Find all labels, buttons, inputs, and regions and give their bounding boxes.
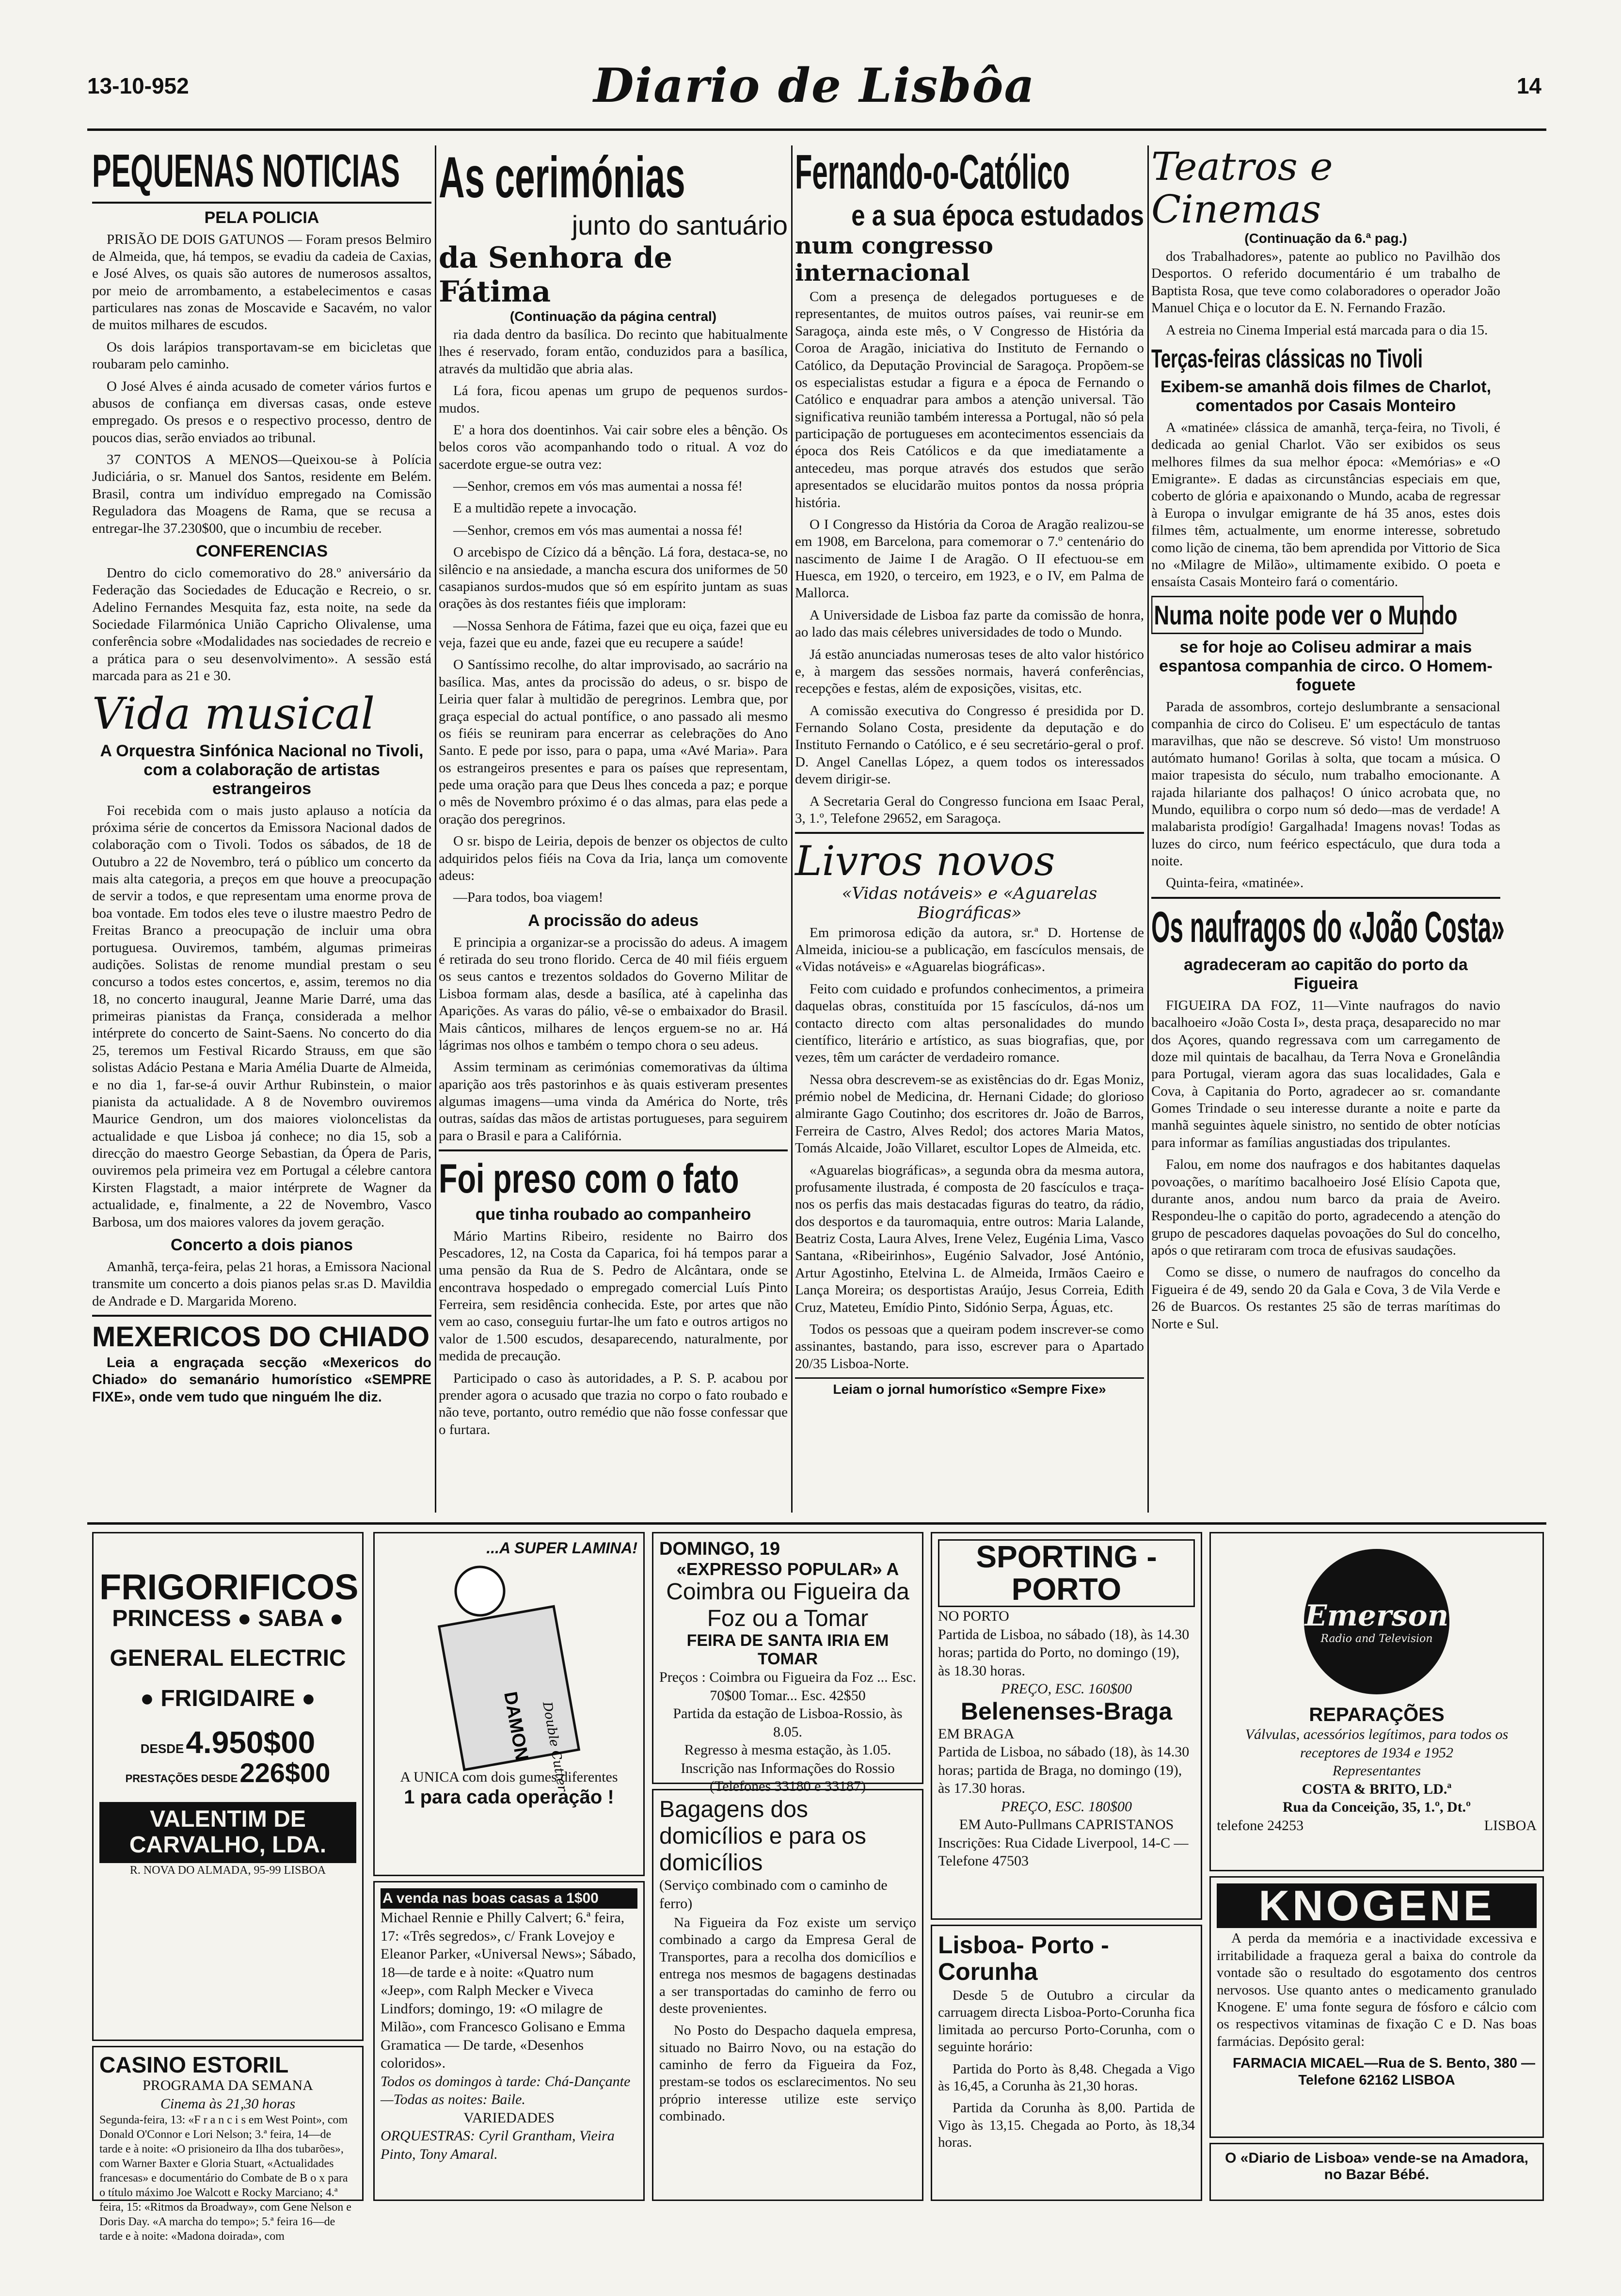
paragraph: A comissão executiva do Congresso é presidida por D. Fernando Solano Costa, presidente da deputação e do Instituto Fernando o Católico, e é seu secretário-geral o prof. D. Angel Canellas López, a quem todos os interessados devem dirigir-se.	[795, 702, 1144, 787]
subheading: A procissão do adeus	[527, 911, 699, 930]
emerson-ad	[1209, 1532, 1544, 1871]
ad-line: PROGRAMA DA SEMANA	[143, 2077, 313, 2094]
paragraph: Em primorosa edição da autora, sr.ª D. Hortense de Almeida, iniciou-se a publicação, em fascículos mensais, de «Vidas notáveis» e «Aguarelas biográficas».	[795, 925, 1144, 975]
ad-title: REPARAÇÕES	[1309, 1704, 1445, 1725]
sporting-porto-ad	[931, 1532, 1202, 1920]
paragraph: —Senhor, cremos em vós mas aumentai a nossa fé!	[453, 522, 743, 538]
lamina-ad	[373, 1532, 645, 1876]
installment-value: 226$00	[239, 1757, 331, 1788]
headline-line: da Senhora de Fátima	[439, 241, 672, 309]
column-fernando-catolico	[795, 145, 1144, 1513]
casino-estoril-ad-cont	[373, 1881, 645, 2201]
ad-line: EM Auto-Pullmans CAPRISTANOS	[959, 1817, 1174, 1833]
divider	[92, 202, 431, 204]
paragraph: dos Trabalhadores», patente ao publico no Pavilhão dos Desportos. O referido documentário é um trabalho de Baptista Rosa, que teve como colaboradores o operador João Manuel Chiça e o locutor da E. N. Fernando Frazão.	[1151, 249, 1500, 316]
masthead	[87, 58, 1542, 116]
headline: Teatros e Cinemas	[1151, 144, 1333, 232]
headline: Numa noite pode ver o Mundo	[1151, 596, 1424, 634]
paragraph: Quinta-feira, «matinée».	[1166, 875, 1304, 891]
ad-title: CASINO ESTORIL	[99, 2052, 289, 2077]
ad-title: Bagagens dos domicílios e para os domicílios	[659, 1797, 866, 1876]
ad-title: SPORTING - PORTO	[938, 1539, 1195, 1607]
headline: Fernando-o-Católico	[795, 145, 1070, 199]
column-teatros-cinemas	[1151, 144, 1505, 1513]
subheading: Exibem-se amanhã dois filmes de Charlot, comentados por Casais Monteiro	[1160, 377, 1492, 415]
paragraph: 37 CONTOS A MENOS—Queixou-se à Polícia Judiciária, o sr. Manuel dos Santos, residente em Belém. Brasil, contra um indivíduo empregado na Comissão Reguladora das Moagens de Rama, que se recusa a entregar-lhe 37.230$00, que o incumbiu de receber.	[92, 452, 431, 536]
column-pequenas-noticias	[92, 145, 431, 1513]
brand-tagline: Radio and Television	[1320, 1632, 1433, 1645]
column-divider	[1147, 145, 1149, 1513]
ad-line: Válvulas, acessórios legítimos, para todos os receptores de 1934 e 1952	[1245, 1726, 1509, 1761]
section-heading: PELA POLICIA	[204, 208, 319, 227]
paragraph: PRISÃO DE DOIS GATUNOS — Foram presos Belmiro de Almeida, que, há tempos, se evadiu da cadeia de Caxias, e José Alves, os quais são autores de numerosos assaltos, por meio de arrombamento, a estabelecimentos e casas particulares nas zonas de Moscavide e Sacavém, no valor de muitos milhares de escudos.	[92, 231, 431, 333]
blade-brand: DAMON	[500, 1690, 532, 1762]
ad-subtitle: (Serviço combinado com o caminho de ferro)	[659, 1877, 888, 1912]
paragraph: Na Figueira da Foz existe um serviço combinado a cargo da Empresa Geral de Transportes, para a recolha dos domicílios e entrega nos mesmos de bagagens destinadas a ser transportadas do caminho de ferro ou deste provenientes.	[659, 1915, 916, 2016]
paragraph: Desde 5 de Outubro a circular da carruagem directa Lisboa-Porto-Corunha fica limitada ao percurso Porto-Corunha, com o seguinte horário:	[938, 1988, 1195, 2055]
headline: Foi preso com o fato	[439, 1156, 739, 1202]
paragraph: O José Alves é ainda acusado de cometer vários furtos e abusos de confiança em diversas casas, onde esteve empregado. Os presos e o respectivo processo, dentro de poucos dias, serão enviados ao tribunal.	[92, 378, 431, 446]
ad-date: DOMINGO, 19	[659, 1539, 780, 1559]
divider	[439, 1149, 788, 1151]
headline: Vida musical	[92, 688, 375, 739]
paragraph: Assim terminam as cerimónias comemorativas da última aparição aos três pastorinhos e às quais estiveram presentes algumas imagens—uma vinda da América do Norte, três outras, saídas das mãos de artistas portugueses, para seguirem para o Brasil e para a Califórnia.	[439, 1059, 788, 1144]
bagagens-ad	[652, 1789, 923, 2201]
headline: PEQUENAS NOTICIAS	[92, 145, 400, 197]
newspaper-title: Diario de Lisbôa	[593, 58, 1035, 113]
paragraph: Partida da Corunha às 8,00. Partida de Vigo às 13,15. Chegada ao Porto, às 18,34 horas.	[938, 2100, 1195, 2150]
paragraph: Nessa obra descrevem-se as existências do dr. Egas Moniz, prémio nobel de Medicina, dr. Hernani Cidade; do glorioso almirante Gago Coutinho; dos escritores dr. João de Barros, Ferreira de Castro, Alves Redol; dos actores Maria Matos, Tomás Alcaide, João Villaret, escultor Lopes de Almeida, etc.	[795, 1071, 1144, 1156]
paragraph: No Posto do Despacho daquela empresa, situado no Bairro Novo, ou na estação do caminho de ferro da Figueira da Foz, prestam-se todos os esclarecimentos. No seu próprio interesse utilize este serviço combinado.	[659, 2023, 916, 2124]
footer-note: Leiam o jornal humorístico «Sempre Fixe»	[795, 1377, 1144, 1397]
knogene-ad	[1209, 1876, 1544, 2138]
ad-event: FEIRA DE SANTA IRIA EM TOMAR	[686, 1631, 889, 1668]
paragraph: Mário Martins Ribeiro, residente no Bairro dos Pescadores, 12, na Costa da Caparica, foi há tempos parar a uma pensão da Rua de S. Pedro de Alcântara, onde se encontrava hospedado o empregado comercial Luís Pinto Ferreira, sem residência conhecida. Este, por artes que não vem ao caso, conseguiu furtar-lhe um fato e outros artigos no valor de 1.500 escudos, desaparecendo, naturalmente, por medida de precaução.	[439, 1228, 788, 1364]
paragraph: A Secretaria Geral do Congresso funciona em Isaac Peral, 3, 1.º, Telefone 29652, em Saragoça.	[795, 793, 1144, 826]
paragraph: Todos os pessoas que a queiram podem inscrever-se como assinantes, bastando, para isso, escrever para o Apartado 20/35 Lisboa-Norte.	[795, 1321, 1144, 1371]
ad-title: KNOGENE	[1217, 1883, 1537, 1928]
paragraph: E principia a organizar-se a procissão do adeus. A imagem é retirada do seu trono florido. Cerca de 40 mil fiéis erguem os seus cantos e trezentos soldados do Governo Militar de Lisboa formam alas, desde a basílica, até à capelinha das Aparições. As varas do pálio, vê-se o embaixador do Brasil. Mais cânticos, milhares de lenços erguem-se no ar. Há lágrimas nos olhos e também o tempo chora o seu adeus.	[439, 934, 788, 1053]
paragraph: Como se disse, o numero de naufragos do concelho da Figueira é de 49, sendo 20 da Gala e Cova, 3 de Vila Verde e 26 de Buarcos. Os restantes 25 são de terras marítimas do Norte e Sul.	[1151, 1264, 1500, 1332]
subheading: Concerto a dois pianos	[171, 1235, 353, 1254]
paragraph: Falou, em nome dos naufragos e dos habitantes daquelas povoações, o marítimo bacalhoeiro José Elísio Capota que, durante anos, andou num barco da praia de Aveiro. Respondeu-lhe o capitão do porto, agradecendo a atenção do grupo de pescadores daquelas povoações do Sul do concelho, após o que retiraram com troca de efusivas saudações.	[1151, 1157, 1500, 1258]
headline-line: e a sua época estudados	[851, 199, 1144, 232]
paragraph: —Nossa Senhora de Fátima, fazei que eu oiça, fazei que eu veja, fazei que eu ande, fazei que eu recupere a saúde!	[439, 618, 788, 651]
ad-line: COSTA & BRITO, LD.ª	[1302, 1781, 1452, 1797]
paragraph: E a multidão repete a invocação.	[453, 500, 637, 516]
casino-estoril-ad	[92, 2046, 364, 2243]
ad-prices: Preços : Coimbra ou Figueira da Foz ... Esc. 70$00 Tomar... Esc. 42$50	[659, 1669, 916, 1704]
ad-line: ORQUESTRAS: Cyril Grantham, Vieira Pinto, Tony Amaral.	[381, 2128, 615, 2162]
ad-line: ● FRIGIDAIRE ●	[140, 1686, 316, 1712]
ad-program: Segunda-feira, 13: «F r a n c i s em West Point», com Donald O'Connor e Lori Nelson; 3.ª feira, 14—de tarde e à noite: «O prisioneiro da Ilha dos tubarões», com Warner Baxter e Gloria Stuart, «Actualidades francesas» e documentário do Combate de B o x para o título máximo Joe Walcott e Rocky Marciano; 4.ª feira, 15: «Ritmos da Broadway», com Gene Nelson e Doris Day. «A marcha do tempo»; 5.ª feira 16—de tarde e à noite: «Madona doirada», com	[99, 2114, 351, 2243]
ad-section-rule	[87, 1522, 1546, 1525]
paragraph: E' a hora dos doentinhos. Vai cair sobre eles a bênção. Os belos coros vão acompanhando todo o ritual. A voz do sacerdote ergue-se outra vez:	[439, 422, 788, 472]
city: LISBOA	[1484, 1817, 1537, 1834]
ad-program: Michael Rennie e Philly Calvert; 6.ª feira, 17: «Três segredos», c/ Frank Lovejoy e Eleanor Parker, «Universal News»; Sábado, 18—de tarde e à noite: «Quatro num «Jeep», com Ralph Mecker e Viveca Lindfors; domingo, 19: «O milagre de Milão», com Francesco Golisano e Emma Gramatica — De tarde, «Desenhos coloridos».	[381, 1910, 636, 2071]
continuation-note: (Continuação da 6.ª pag.)	[1244, 231, 1407, 246]
paragraph: O Santíssimo recolhe, do altar improvisado, ao sacrário na basílica. Mas, antes da procissão do adeus, o sr. bispo de Leiria quer falar à multidão de peregrinos. Lembra que, por graça especial do actual pontífice, o ano passado ali mesmo os fiéis se reuniram para encerrar as celebrações do Ano Santo. E pede por isso, para o papa, uma «Avé Maria». Para os estrangeiros presentes e para os países que representam, pede uma oração para que Deus lhes conceda a paz; e porque o mês de Novembro próximo é o das almas, para elas pede a oração dos peregrinos.	[439, 657, 788, 827]
paragraph: Leia a engraçada secção «Mexericos do Chiado» do semanário humorístico «SEMPRE FIXE», onde vem tudo que ninguém lhe diz.	[92, 1355, 431, 1405]
continuation-note: (Continuação da página central)	[509, 309, 717, 324]
subheading: agradeceram ao capitão do porto da Figueira	[1184, 955, 1468, 993]
divider	[795, 832, 1144, 834]
ad-price: PREÇO, ESC. 160$00	[1001, 1681, 1132, 1697]
ad-price: PREÇO, ESC. 180$00	[1001, 1798, 1132, 1815]
paragraph: Dentro do ciclo comemorativo do 28.º aniversário da Federação das Sociedades de Educação e Recreio, o sr. Adelino Fernandes Mesquita faz, esta noite, na sede da Sociedade Filarmónica União Capricho Olivalense, uma conferência sobre «Modalidades nas sociedades de recreio e a prática para o seu desenvolvimento». A sessão está marcada para as 21 e 30.	[92, 565, 431, 684]
top-rule	[87, 128, 1546, 131]
price-value: 4.950$00	[186, 1725, 316, 1760]
subheading: «Vidas notáveis» e «Aguarelas Biográficas»	[842, 883, 1097, 923]
column-divider	[435, 145, 436, 1513]
headline: MEXERICOS DO CHIADO	[92, 1321, 430, 1353]
headline: Os naufragos do «João Costa»	[1151, 903, 1505, 952]
paragraph: Partida do Porto às 8,48. Chegada a Vigo às 16,45, a Corunha às 21,30 horas.	[938, 2061, 1195, 2094]
paragraph: A perda da memória e a inactividade excessiva e irritabilidade a fraqueza geral a baixa do controle da vontade são o resultado do esgotamento dos centros nervosos. Use quanto antes o medicamento granulado Knogene. E' uma fonte segura de fósforo e cálcio com os respectivos vitaminas de fixação C e D. Nas boas farmácias. Depósito geral:	[1217, 1930, 1537, 2049]
ad-departure: Partida da estação de Lisboa-Rossio, às 8.05.	[673, 1706, 903, 1740]
headline: As cerimónias	[439, 145, 685, 210]
headline: Terças-feiras clássicas no Tivoli	[1151, 344, 1423, 373]
column-divider	[791, 145, 793, 1513]
ad-title: Lisboa- Porto -Corunha	[938, 1931, 1109, 1985]
installment-label: PRESTAÇÕES DESDE	[125, 1772, 238, 1785]
subheading: se for hoje ao Coliseu admirar a mais espantosa companhia de circo. O Homem-foguete	[1159, 638, 1493, 694]
paragraph: Com a presença de delegados portugueses e de representantes, de muitos outros países, vai reunir-se em Saragoça, ainda este mês, o V Congresso de História da Coroa de Aragão, iniciativa do Instituto de Fernando o Católico, da Deputação Provincial de Saragoça. Propõem-se os especialistas estudar a figura e a época de Fernando o Católico e enquadrar para ambos a atenção universal. Tão significativa reunião também interessa a Portugal, não só pela participação de portugueses em acontecimentos essenciais da época dos Reis Católicos e da que imediatamente a antecedeu, mas porque através dos estudos que serão apresentados se elucidarão muitos pontos da nossa própria história.	[795, 289, 1144, 510]
paragraph: Lá fora, ficou apenas um grupo de pequenos surdos-mudos.	[439, 383, 788, 416]
ad-title: «EXPRESSO POPULAR» A	[676, 1559, 899, 1579]
lisboa-porto-corunha-ad	[931, 1925, 1202, 2201]
paragraph: Foi recebida com o mais justo aplauso a notícia da próxima série de concertos da Emissora Nacional dados de colaboração com o Tivoli. Todos os sábados, de 18 de Outubro a 22 de Novembro, terá o público um concerto da mais alta categoria, a preços em que houve a preocupação de servir a todos, e que representam uma enorme prova de boa vontade. Em todos eles teve o ilustre maestro Pedro de Freitas Branco a preocupação de incluir uma obra portuguesa. Ouviremos, também, algumas primeiras audições. Solistas de renome mundial prestam o seu concurso a todos estes concertos, e, assim, teremos no dia 18, no concerto inaugural, Jeanne Marie Darré, uma das primeiras pianistas da França, considerada a melhor intérprete do concerto de Saint-Saens. No concerto do dia 25, teremos um Festival Ricardo Strauss, em que são solistas Adácio Pestana e Maria Amélia Duarte de Almeida, e no dia 1, far-se-á ouvir Arthur Rubinstein, o maior pianista da actualidade. A 8 de Novembro ouviremos Maurice Gendron, um dos maiores violoncelistas da actualidade e que Lisboa já conhece; no dia 15, sob a direcção do maestro George Sebastian, da Ópera de Paris, ouviremos pela primeira vez em Portugal a célebre cantora Kirsten Flagstadt, a maior intérprete de Wagner da actualidade, e, finalmente, a 22 de Novembro, Vasco Barbosa, um dos maiores valores da jovem geração.	[92, 802, 431, 1230]
divider	[92, 1315, 431, 1317]
headline-line: junto do santuário	[572, 210, 788, 240]
ad-line: Rua da Conceição, 35, 1.º, Dt.º	[1282, 1799, 1471, 1815]
headline: Livros novos	[795, 837, 1055, 885]
ad-line: NO PORTO	[938, 1608, 1009, 1625]
emerson-logo	[1304, 1549, 1449, 1694]
paragraph: Feito com cuidado e profundos conhecimentos, a primeira daquelas obras, constituída por 15 fascículos, dá-nos um contacto directo com altas personalidades do mundo científico, literário e artístico, as suas biografias, que, por vezes, têm um carácter de verdadeiro romance.	[795, 981, 1144, 1066]
paragraph: A «matinée» clássica de amanhã, terça-feira, no Tivoli, é dedicada ao genial Charlot. Vão ser exibidos os seus melhores filmes da sua melhor época: «Memórias» e «O Emigrante». E dadas as circunstâncias especiais em que, coberto de glória e apaixonando o Mundo, acaba de regressar à Europa o invulgar emigrante de há 35 anos, estes dois filmes têm, actualmente, um enorme interesse, sobretudo como lição de cinema, tão bem aprendida por Vittorio de Sica no «Milagre de Milão», ultimamente exibido. O poeta e ensaísta Casais Monteiro fará o comentário.	[1151, 419, 1500, 590]
ad-line: Todos os domingos à tarde: Chá-Dançante—Todas as noites: Baile.	[381, 2073, 631, 2107]
headline-line: num congresso internacional	[795, 232, 993, 287]
ad-line: Partida de Lisboa, no sábado (18), às 14.30 horas; partida do Porto, no domingo (19), às 18.30 horas.	[938, 1626, 1190, 1679]
column-cerimonias	[439, 145, 788, 1513]
ad-line: Inscrições: Rua Cidade Liverpool, 14-C — Telefone 47503	[938, 1834, 1189, 1869]
ad-title: FRIGORIFICOS	[99, 1567, 359, 1607]
paragraph: —Senhor, cremos em vós mas aumentai a nossa fé!	[453, 478, 743, 494]
paragraph: FARMACIA MICAEL—Rua de S. Bento, 380 — Telefone 62162 LISBOA	[1232, 2056, 1536, 2089]
paragraph: Já estão anunciadas numerosas teses de alto valor histórico e, à margem das sessões normais, haverá conferências, recepções e festas, além de exposições, visitas, etc.	[795, 646, 1144, 697]
diario-ad	[1209, 2143, 1544, 2201]
issue-date: 13-10-952	[87, 73, 189, 98]
blade-signature: Double Cutter	[540, 1701, 570, 1793]
paragraph: A estreia no Cinema Imperial está marcada para o dia 15.	[1166, 322, 1488, 338]
paragraph: Participado o caso às autoridades, a P. S. P. acabou por prender agora o acusado que trazia no corpo o fato roubado e não teve, portanto, outro remédio que não fosse confessar que o furtara.	[439, 1370, 788, 1437]
ad-line: A venda nas boas casas a 1$00	[381, 1888, 637, 1909]
paragraph: Parada de assombros, cortejo deslumbrante a sensacional companhia de circo do Coliseu. E' um espectáculo de tantas maravilhas, que não se descreve. Só visto! Um monstruoso autómato humano! Gorilas à solta, que tocam a música. O maior trapesista do século, num trabalho emocionante. A rajada hilariante dos palhaços! O único acrobata que, no Mundo, equilibra o corpo num só dedo—mas de verdade! A malabarista prodígio! Gargalhada! Imagens novas! Todas as luzes do circo, num feérico espectáculo, que dura toda a noite.	[1151, 699, 1500, 869]
ad-title: Belenenses-Braga	[960, 1697, 1173, 1725]
ad-line: EM BRAGA	[938, 1725, 1015, 1742]
section-heading: CONFERENCIAS	[195, 542, 328, 560]
price-label: DESDE	[140, 1741, 184, 1756]
ad-destination: Coimbra ou Figueira da Foz ou a Tomar	[666, 1579, 909, 1632]
ad-line: VARIEDADES	[463, 2109, 555, 2126]
paragraph: —Para todos, boa viagem!	[453, 890, 604, 906]
subheading: que tinha roubado ao companheiro	[475, 1205, 751, 1224]
ad-line: A UNICA com dois gumes diferentes	[400, 1769, 618, 1785]
subheading: A Orquestra Sinfónica Nacional no Tivoli, com a colaboração de artistas estrangeiros	[100, 741, 424, 798]
paragraph: Amanhã, terça-feira, pelas 21 horas, a Emissora Nacional transmite um concerto a dois pianos pelas sr.as D. Mavildia de Andrade e D. Margarida Moreno.	[92, 1259, 431, 1309]
advertiser-name: VALENTIM DE CARVALHO, LDA.	[99, 1802, 356, 1863]
frigorificos-ad	[92, 1532, 364, 2041]
paragraph: FIGUEIRA DA FOZ, 11—Vinte naufragos do navio bacalhoeiro «João Costa I», desta praça, desaparecido no mar dos Açores, quando regressava com um carregamento de doze mil quintais de bacalhau, da Terra Nova e Gronelândia para Portugal, vieram agora das suas localidades, Gala e Cova, à Capitania do Porto, agradecer ao sr. comandante Gomes Trindade o seu interesse durante a noite e parte da manhã seguintes àquele sinistro, no sentido de obter notícias para informar as famílias angustiadas dos tripulantes.	[1151, 997, 1500, 1150]
paragraph: «Aguarelas biográficas», a segunda obra da mesma autora, profusamente ilustrada, é composta de 20 fascículos e traça-nos os perfis das mais destacadas figuras do teatro, da rádio, dos desportos e da tauromaquia, entre outros: Maria Lalande, Beatriz Costa, Laura Alves, Irene Velez, Eugénia Lima, Vasco Santana, «Ribeirinhos», Eugénio Salvador, José António, Artur Agostinho, Etelvina L. de Almeida, Irmãos Caeiro e Lança Moreira; os desportistas Araújo, Jesus Correia, Edith Cruz, Mateteu, Emídio Pinto, Sidónio Serpa, Águas, etc.	[795, 1162, 1144, 1315]
phone: telefone 24253	[1217, 1817, 1304, 1834]
ad-line: O «Diario de Lisboa» vende-se na Amadora, no Bazar Bébé.	[1225, 2150, 1528, 2183]
ad-line: Cinema às 21,30 horas	[160, 2095, 296, 2112]
ad-line: GENERAL ELECTRIC	[110, 1645, 346, 1672]
paragraph: O sr. bispo de Leiria, depois de benzer os objectos de culto adquiridos pelos fiéis na Cova da Iria, lança um comovente adeus:	[439, 833, 788, 883]
paragraph: A Universidade de Lisboa faz parte da comissão de honra, ao lado das mais célebres universidades de todo o Mundo.	[795, 607, 1144, 640]
expresso-popular-ad	[652, 1532, 923, 1795]
paragraph: ria dada dentro da basílica. Do recinto que habitualmente lhes é reservado, foram então, conduzidos para a basílica, através da multidão que abria alas.	[439, 327, 788, 377]
page-number: 14	[1516, 73, 1542, 98]
ad-return: Regresso à mesma estação, às 1.05. Inscrição nas Informações do Rossio (Telefones 33180 e 33187)	[681, 1742, 895, 1795]
ad-line: Partida de Lisboa, no sábado (18), às 14.30 horas; partida de Braga, no domingo (19), às 17.30 horas.	[938, 1744, 1190, 1797]
ad-slogan: ...A SUPER LAMINA!	[486, 1539, 637, 1557]
ad-line: 1 para cada operação !	[404, 1786, 614, 1808]
paragraph: O I Congresso da História da Coroa de Aragão realizou-se em 1908, em Barcelona, para comemorar o 7.º centenário do nascimento de Jaime I de Aragão. O II efectuou-se em Huesca, em 1920, o terceiro, em 1923, e o IV, em Palma de Mallorca.	[795, 516, 1144, 601]
paragraph: O arcebispo de Cízico dá a bênção. Lá fora, destaca-se, no silêncio e na ansiedade, a mancha escura dos uniformes de 50 casapianos surdos-mudos que só em espírito juntam as suas orações às dos restantes fiéis que imploram:	[439, 544, 788, 612]
advertiser-address: R. NOVA DO ALMADA, 95-99 LISBOA	[129, 1864, 326, 1877]
ad-line: PRINCESS ● SABA ●	[112, 1605, 344, 1631]
divider	[1151, 897, 1500, 899]
ad-line: Representantes	[1332, 1763, 1421, 1779]
brand-name: Emerson	[1304, 1598, 1449, 1633]
paragraph: Os dois larápios transportavam-se em bicicletas que roubaram pelo caminho.	[92, 339, 431, 372]
